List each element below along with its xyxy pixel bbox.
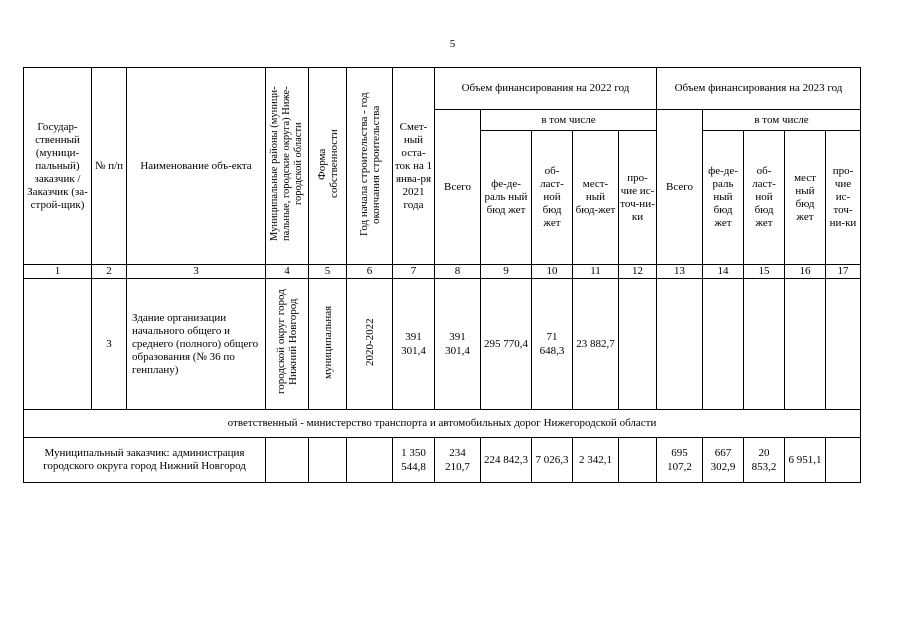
summary-federal-2022: 224 842,3 [481,438,532,483]
header-local-2022: мест-ный бюд-жет [573,131,619,265]
summary-federal-2023: 667 302,9 [703,438,744,483]
responsible-row [24,410,861,438]
object-regional-2022: 71 648,3 [532,279,573,410]
column-number: 5 [309,265,347,279]
header-local-2023: мест ный бюд жет [785,131,826,265]
header-federal-2022: фе-де-раль ный бюд жет [481,131,532,265]
summary-regional-2023: 20 853,2 [744,438,785,483]
header-other-2022: про-чие ис-точ-ни-ки [619,131,657,265]
header-customer: Государ-ственный (муници-пальный) заказчик / Заказчик (за-строй-щик) [24,68,92,265]
column-number: 11 [573,265,619,279]
object-remaining-cost: 391 301,4 [393,279,435,410]
header-districts-cell [266,68,309,265]
header-including-2022: в том числе [481,110,657,131]
column-number: 3 [127,265,266,279]
object-federal-2022: 295 770,4 [481,279,532,410]
responsible-ministry: ответственный - министерство транспорта и автомобильных дорог Нижегородской области [24,410,861,438]
object-total-2023 [657,279,703,410]
summary-other-2022 [619,438,657,483]
object-federal-2023 [703,279,744,410]
object-ownership-cell [309,279,347,410]
column-number: 12 [619,265,657,279]
column-number: 9 [481,265,532,279]
column-number: 1 [24,265,92,279]
object-name: Здание организации начального общего и среднего (полного) общего образования (№ 36 по генплану) [127,279,266,410]
header-object-name: Наименование объ-екта [127,68,266,265]
object-ownership: муниципальная [321,305,334,379]
object-district: городской округ город Нижний Новгород [275,289,299,395]
summary-district-cell [266,438,309,483]
summary-regional-2022: 7 026,3 [532,438,573,483]
header-other-2023: про-чие ис-точ-ни-ки [826,131,861,265]
header-regional-2023: об-ласт-ной бюд жет [744,131,785,265]
object-total-2022: 391 301,4 [435,279,481,410]
column-number: 17 [826,265,861,279]
header-financing-2022: Объем финансирования на 2022 год [435,68,657,110]
column-number: 10 [532,265,573,279]
header-including-2023: в том числе [703,110,861,131]
summary-local-2022: 2 342,1 [573,438,619,483]
object-other-2022 [619,279,657,410]
summary-local-2023: 6 951,1 [785,438,826,483]
summary-ownership-cell [309,438,347,483]
object-regional-2023 [744,279,785,410]
summary-row [24,438,861,483]
header-remaining-cost: Смет-ный оста-ток на 1 янва-ря 2021 года [393,68,435,265]
summary-label: Муниципальный заказчик: администрация городского округа город Нижний Новгород [24,438,266,483]
summary-remaining-cost: 1 350 544,8 [393,438,435,483]
column-number: 16 [785,265,826,279]
object-other-2023 [826,279,861,410]
page-number: 5 [449,38,456,50]
header-total-2022: Всего [435,110,481,265]
object-years-cell [347,279,393,410]
object-customer-cell [24,279,92,410]
object-district-cell [266,279,309,410]
column-number: 2 [92,265,127,279]
header-number: № п/п [92,68,127,265]
column-number: 7 [393,265,435,279]
summary-total-2022: 234 210,7 [435,438,481,483]
summary-other-2023 [826,438,861,483]
object-row [24,279,861,410]
header-ownership-cell [309,68,347,265]
column-number: 8 [435,265,481,279]
object-years: 2020-2022 [363,318,376,366]
header-ownership: Форма собственности [315,129,340,199]
header-total-2023: Всего [657,110,703,265]
column-number: 13 [657,265,703,279]
header-years-cell [347,68,393,265]
summary-years-cell [347,438,393,483]
header-financing-2023: Объем финансирования на 2023 год [657,68,861,110]
object-local-2022: 23 882,7 [573,279,619,410]
column-number: 14 [703,265,744,279]
column-number: 6 [347,265,393,279]
header-districts: Муниципальные районы (муници-пальные, городские округа) Ниже-городской области [269,86,304,242]
column-number: 4 [266,265,309,279]
object-number: 3 [92,279,127,410]
summary-total-2023: 695 107,2 [657,438,703,483]
column-numbers-row [24,265,861,279]
header-regional-2022: об-ласт-ной бюд жет [532,131,573,265]
object-local-2023 [785,279,826,410]
column-number: 15 [744,265,785,279]
header-years: Год начала строительства - год окончания строительства [357,92,382,236]
financing-table [23,67,861,483]
header-federal-2023: фе-де-раль ный бюд жет [703,131,744,265]
header-row-1 [24,68,861,110]
